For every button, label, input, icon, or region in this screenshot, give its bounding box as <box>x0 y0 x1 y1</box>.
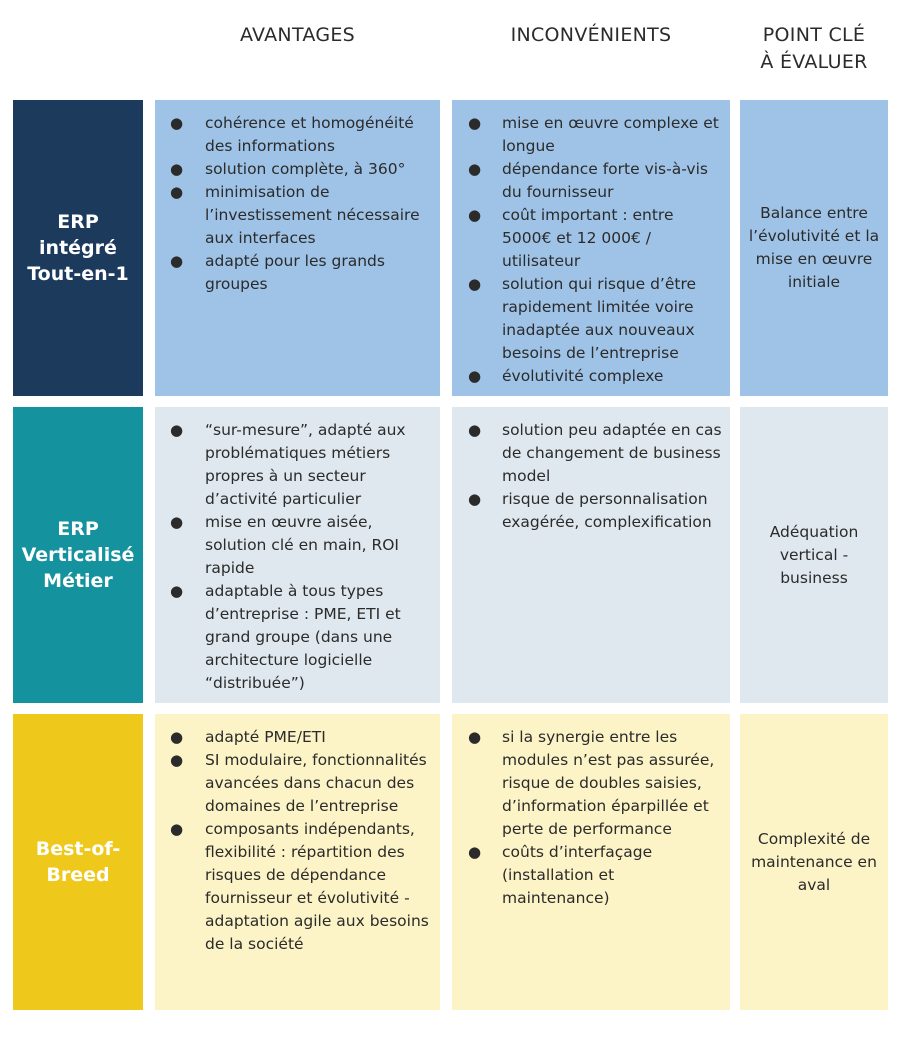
list-item <box>452 365 722 388</box>
row-label-line: intégré <box>39 237 117 259</box>
header-inconvenients: INCONVÉNIENTS <box>510 24 672 46</box>
header-point-cle-line2: À ÉVALUER <box>760 51 868 73</box>
row-label-line: Best-of- <box>35 838 121 860</box>
bullet-icon: ● <box>170 751 184 769</box>
bullet-icon: ● <box>468 843 482 861</box>
bullet-icon: ● <box>468 275 482 293</box>
bullet-icon: ● <box>170 582 184 600</box>
list-item-text: dépendance forte vis-à-vis du fournisseur <box>502 160 708 201</box>
list-item-text: solution peu adaptée en cas de changement de business model <box>502 421 722 485</box>
bullet-icon: ● <box>468 728 482 746</box>
list-item-text: mise en œuvre complexe et longue <box>502 114 719 155</box>
row-label-line: Métier <box>43 570 113 592</box>
list-item-text: mise en œuvre aisée, solution clé en main, ROI rapide <box>205 513 400 577</box>
list-item <box>155 511 432 580</box>
list-item-text: minimisation de l’investissement nécessaire aux interfaces <box>205 183 420 247</box>
row-label-line: Tout-en-1 <box>27 263 129 285</box>
list-item <box>452 841 722 910</box>
bullet-icon: ● <box>468 421 482 439</box>
bullet-icon: ● <box>468 206 482 224</box>
list-item-text: solution complète, à 360° <box>205 160 406 178</box>
bullet-icon: ● <box>170 252 184 270</box>
list-item <box>155 419 432 511</box>
bullet-icon: ● <box>468 367 482 385</box>
list-item <box>452 158 722 204</box>
list-item-text: SI modulaire, fonctionnalités avancées dans chacun des domaines de l’entreprise <box>205 751 427 815</box>
list-item-text: si la synergie entre les modules n’est pas assurée, risque de doubles saisies, d’information éparpillée et perte de performance <box>502 728 715 838</box>
point-cle-text: Adéquation vertical - business <box>769 522 859 587</box>
bullet-list <box>452 714 730 910</box>
list-item-text: composants indépendants, flexibilité : répartition des risques de dépendance fournisseur et évolutivité - adaptation agile aux besoins de la société <box>205 820 429 953</box>
bullet-list <box>452 100 730 388</box>
cell-point-cle-erp-integre <box>740 100 888 396</box>
list-item <box>155 580 432 695</box>
bullet-icon: ● <box>170 820 184 838</box>
cell-avantages-erp-verticalise <box>155 407 440 703</box>
list-item-text: évolutivité complexe <box>502 367 664 385</box>
row-label-line: ERP <box>57 518 99 540</box>
list-item-text: adapté PME/ETI <box>205 728 326 746</box>
row-label-line: ERP <box>57 211 99 233</box>
list-item <box>155 818 432 956</box>
row-label-erp-integre <box>13 100 143 396</box>
row-label-line: Breed <box>46 864 110 886</box>
list-item <box>452 112 722 158</box>
list-item <box>452 273 722 365</box>
bullet-icon: ● <box>170 421 184 439</box>
list-item <box>452 488 722 534</box>
bullet-icon: ● <box>170 160 184 178</box>
list-item <box>452 419 722 488</box>
bullet-icon: ● <box>170 728 184 746</box>
list-item <box>155 112 432 158</box>
list-item-text: coûts d’interfaçage (installation et maintenance) <box>502 843 653 907</box>
header-point-cle <box>740 22 888 76</box>
list-item-text: solution qui risque d’être rapidement limitée voire inadaptée aux nouveaux besoins de l’entreprise <box>502 275 697 362</box>
bullet-list <box>452 407 730 534</box>
bullet-list <box>155 714 440 956</box>
cell-point-cle-erp-verticalise <box>740 407 888 703</box>
bullet-list <box>155 100 440 296</box>
row-label-best-of-breed <box>13 714 143 1010</box>
cell-inconvenients-erp-integre <box>452 100 730 396</box>
bullet-icon: ● <box>468 160 482 178</box>
list-item-text: adaptable à tous types d’entreprise : PME, ETI et grand groupe (dans une architecture logicielle “distribuée”) <box>205 582 401 692</box>
list-item <box>452 204 722 273</box>
row-label-line: Verticalisé <box>21 544 135 566</box>
cell-avantages-best-of-breed <box>155 714 440 1010</box>
bullet-list <box>155 407 440 695</box>
list-item <box>155 158 432 181</box>
bullet-icon: ● <box>170 114 184 132</box>
cell-point-cle-best-of-breed <box>740 714 888 1010</box>
list-item <box>155 749 432 818</box>
list-item-text: “sur-mesure”, adapté aux problématiques métiers propres à un secteur d’activité particulier <box>205 421 406 508</box>
header-avantages: AVANTAGES <box>239 24 356 46</box>
cell-inconvenients-erp-verticalise <box>452 407 730 703</box>
list-item-text: risque de personnalisation exagérée, complexification <box>502 490 712 531</box>
list-item <box>452 726 722 841</box>
point-cle-text: Balance entre l’évolutivité et la mise en œuvre initiale <box>748 204 880 291</box>
row-label-erp-verticalise <box>13 407 143 703</box>
point-cle-text: Complexité de maintenance en aval <box>751 829 877 894</box>
bullet-icon: ● <box>170 513 184 531</box>
cell-avantages-erp-integre <box>155 100 440 396</box>
bullet-icon: ● <box>468 114 482 132</box>
list-item <box>155 250 432 296</box>
bullet-icon: ● <box>468 490 482 508</box>
list-item <box>155 181 432 250</box>
list-item-text: adapté pour les grands groupes <box>205 252 385 293</box>
header-point-cle-line1: POINT CLÉ <box>762 24 866 46</box>
cell-inconvenients-best-of-breed <box>452 714 730 1010</box>
bullet-icon: ● <box>170 183 184 201</box>
list-item <box>155 726 432 749</box>
list-item-text: coût important : entre 5000€ et 12 000€ / utilisateur <box>502 206 674 270</box>
list-item-text: cohérence et homogénéité des informations <box>205 114 414 155</box>
